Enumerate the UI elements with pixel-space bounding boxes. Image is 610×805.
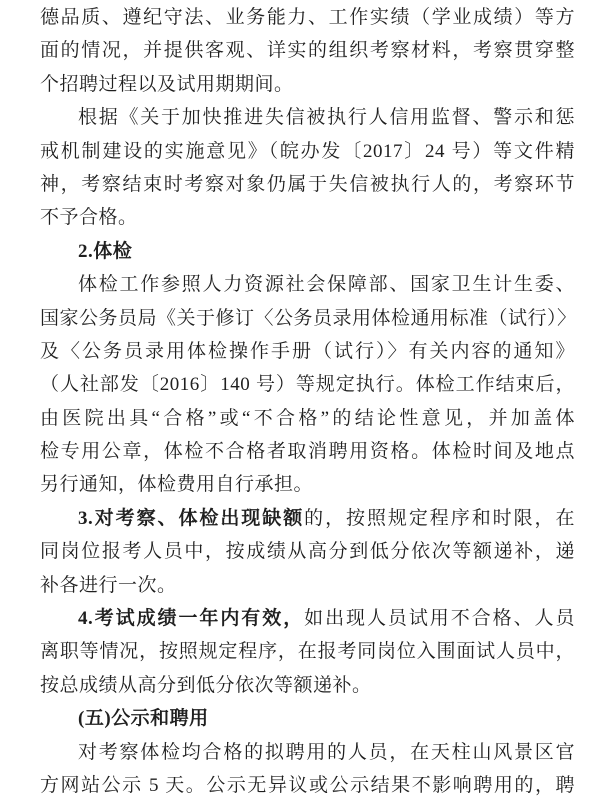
line-text: 按总成绩从高分到低分依次等额递补。 [40, 674, 372, 696]
line-text: 同岗位报考人员中，按成绩从高分到低分依次等额递补，递 [40, 541, 575, 563]
line-text: （人社部发〔2016〕140 号）等规定执行。体检工作结束后， [40, 374, 575, 396]
line-text: 根据《关于加快推进失信被执行人信用监督、警示和惩 [78, 107, 575, 129]
doc-line [40, 602, 575, 635]
doc-line [40, 68, 575, 101]
doc-line [40, 1, 575, 34]
line-text: 及〈公务员录用体检操作手册（试行）〉有关内容的通知》 [40, 340, 575, 362]
doc-line [40, 402, 575, 435]
line-text: 由医院出具“合格”或“不合格”的结论性意见，并加盖体 [40, 407, 575, 429]
line-text-bold: 3.对考察、体检出现缺额 [78, 507, 305, 529]
line-text: 补各进行一次。 [40, 574, 177, 596]
line-text: 对考察体检均合格的拟聘用的人员，在天柱山风景区官 [78, 741, 575, 763]
doc-line [40, 335, 575, 368]
line-text: 神，考察结束时考察对象仍属于失信被执行人的，考察环节 [40, 173, 575, 195]
doc-line [40, 168, 575, 201]
line-text: 国家公务员局《关于修订〈公务员录用体检通用标准（试行）〉 [40, 307, 577, 329]
doc-line [40, 135, 575, 168]
line-text-bold: 4.考试成绩一年内有效， [78, 608, 305, 630]
line-text: 个招聘过程以及试用期期间。 [40, 73, 294, 95]
doc-line [40, 34, 575, 67]
doc-line [40, 101, 575, 134]
line-text: 面的情况，并提供客观、详实的组织考察材料，考察贯穿整 [40, 40, 575, 62]
doc-line [40, 569, 575, 602]
line-text-bold: (五)公示和聘用 [78, 708, 209, 730]
section-heading-gongshi-pinyong [40, 702, 575, 735]
doc-line [40, 769, 575, 802]
line-text: 检专用公章，体检不合格者取消聘用资格。体检时间及地点 [40, 441, 575, 463]
doc-line [40, 502, 575, 535]
doc-line [40, 435, 575, 468]
doc-line [40, 268, 575, 301]
line-text: 另行通知，体检费用自行承担。 [40, 474, 314, 496]
doc-line [40, 635, 575, 668]
line-text: 的，按照规定程序和时限，在 [304, 507, 575, 529]
doc-line [40, 368, 575, 401]
line-text: 离职等情况，按照规定程序，在报考同岗位入围面试人员中， [40, 641, 575, 663]
doc-line [40, 201, 575, 234]
line-text: 戒机制建设的实施意见》（皖办发〔2017〕24 号）等文件精 [40, 140, 575, 162]
doc-line [40, 302, 575, 335]
doc-line [40, 535, 575, 568]
line-text: 德品质、遵纪守法、业务能力、工作实绩（学业成绩）等方 [40, 7, 575, 28]
line-text-bold: 2.体检 [78, 240, 133, 262]
doc-line [40, 468, 575, 501]
line-text: 方网站公示 5 天。公示无异议或公示结果不影响聘用的，聘 [40, 774, 575, 796]
doc-line [40, 669, 575, 702]
section-heading-tijian [40, 235, 575, 268]
line-text: 体检工作参照人力资源社会保障部、国家卫生计生委、 [78, 274, 575, 296]
line-text: 如出现人员试用不合格、人员 [304, 608, 575, 630]
doc-line [40, 736, 575, 769]
line-text: 不予合格。 [40, 207, 138, 229]
